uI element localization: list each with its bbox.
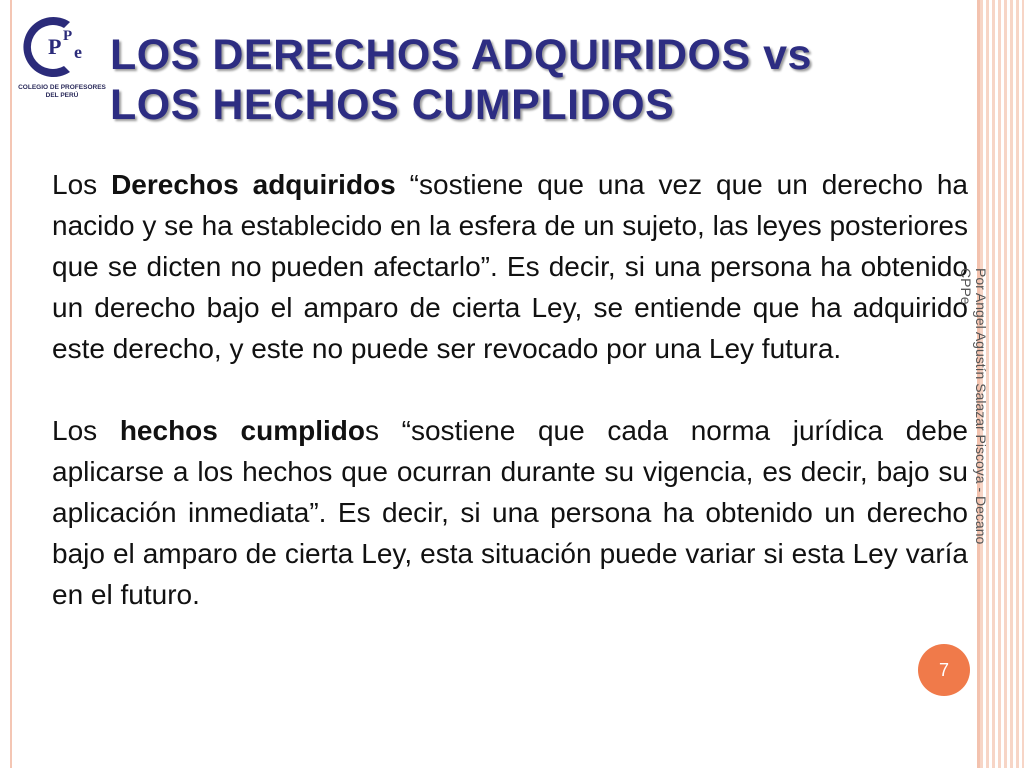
slide-body xyxy=(52,164,968,656)
cppe-logo-mark xyxy=(8,10,106,84)
page-number-badge xyxy=(918,644,970,696)
page-number: 7 xyxy=(938,659,949,680)
paragraph2-lead: Los xyxy=(52,415,120,446)
paragraph2-text: s “sostiene que cada norma jurídica debe aplicarse a los hechos que ocurran durante su vigencia, es decir, bajo su aplicación inmediata”. Es decir, si una persona ha obtenido un derecho bajo el amparo de cierta Ley, esta situación puede variar si esta Ley varía en el futuro. xyxy=(52,415,969,610)
term-hechos-cumplidos: hechos cumplido xyxy=(119,415,365,446)
paragraph1-lead: Los xyxy=(52,169,112,200)
slide-title xyxy=(110,30,812,130)
svg-text:P: P xyxy=(48,34,62,59)
left-border-line xyxy=(10,0,12,768)
paragraph1-text: “sostiene que una vez que un derecho ha nacido y se ha establecido en la esfera de un sujeto, las leyes posteriores que se dicten no pueden afectarlo”. Es decir, si una persona ha obtenido un derecho bajo el amparo de cierta Ley, se entiende que ha adquirido este derecho, y este no puede ser revocado por una Ley futura. xyxy=(52,169,968,364)
slide-title-line1: LOS DERECHOS ADQUIRIDOS vs xyxy=(110,31,812,79)
slide-title-line2: LOS HECHOS CUMPLIDOS xyxy=(110,81,675,129)
svg-text:e: e xyxy=(74,42,82,62)
author-credit-line1: Por Angel Agustín Salazar Piscoya - Decano xyxy=(973,268,989,545)
paragraph-hechos-cumplidos xyxy=(52,410,968,615)
author-credit-line2: CPPe xyxy=(958,268,974,305)
paragraph-derechos-adquiridos xyxy=(52,164,968,369)
svg-text:P: P xyxy=(63,28,73,44)
term-derechos-adquiridos: Derechos adquiridos xyxy=(111,169,396,200)
author-credit xyxy=(958,268,988,608)
logo-caption-line1: COLEGIO DE PROFESORES xyxy=(18,84,106,91)
cppe-logo xyxy=(8,10,106,102)
logo-caption-line2: DEL PERÚ xyxy=(45,92,79,99)
logo-caption xyxy=(8,84,116,100)
